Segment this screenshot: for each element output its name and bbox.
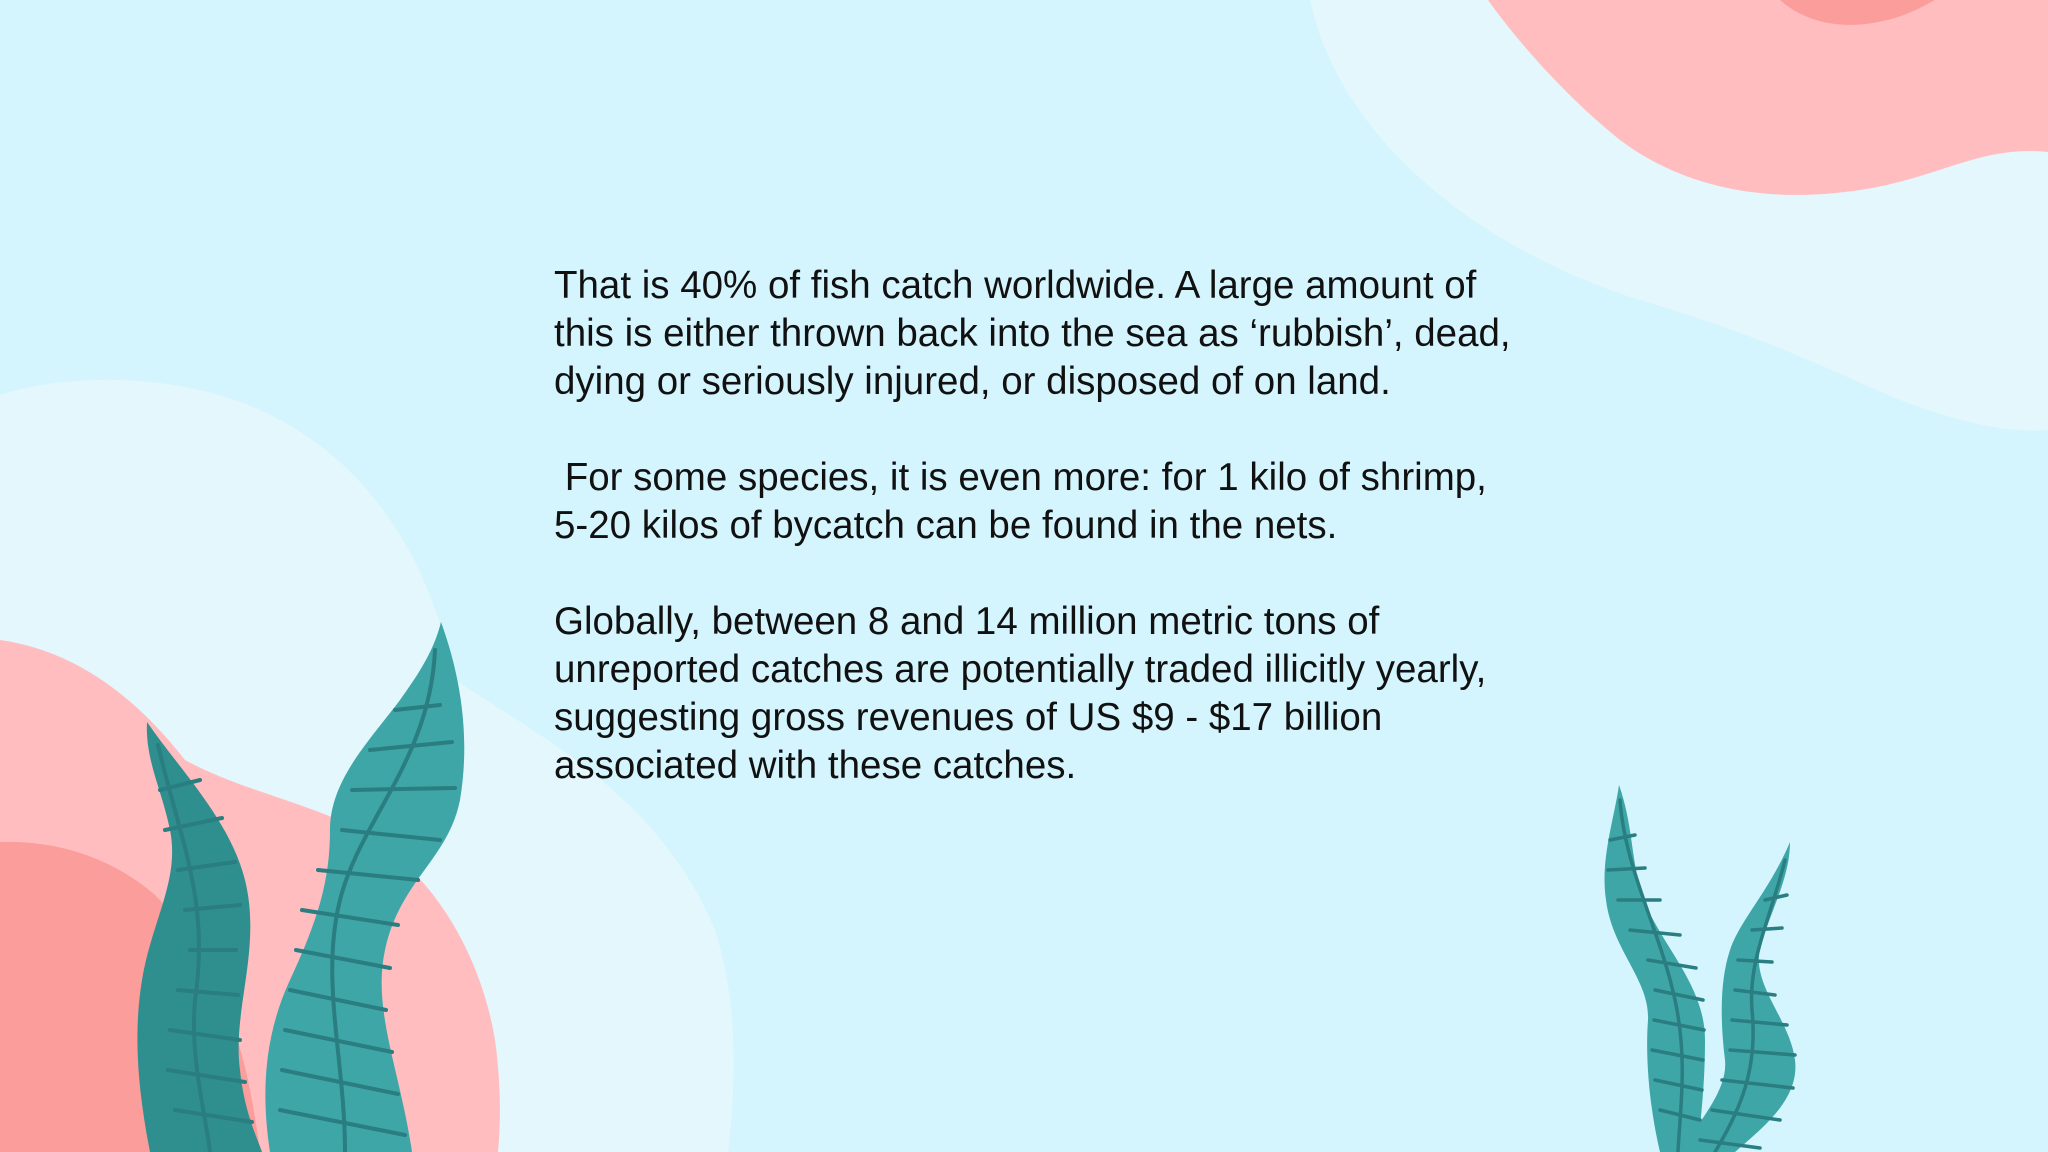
paragraph-bycatch-share [554, 262, 1584, 406]
text-line: 5-20 kilos of bycatch can be found in the nets. [554, 504, 1338, 547]
text-line: suggesting gross revenues of US $9 - $17 billion [554, 696, 1383, 739]
text-line: Globally, between 8 and 14 million metric tons of [554, 600, 1380, 643]
slide-text-block [554, 262, 1584, 790]
text-line: For some species, it is even more: for 1 kilo of shrimp, [554, 456, 1487, 499]
text-line: That is 40% of fish catch worldwide. A large amount of [554, 264, 1477, 307]
text-line: dying or seriously injured, or disposed of on land. [554, 360, 1391, 403]
text-line: associated with these catches. [554, 744, 1077, 787]
paragraph-shrimp-bycatch [554, 454, 1584, 550]
paragraph-illicit-trade [554, 598, 1584, 790]
text-line: unreported catches are potentially traded illicitly yearly, [554, 648, 1487, 691]
text-line: this is either thrown back into the sea as ‘rubbish’, dead, [554, 312, 1511, 355]
